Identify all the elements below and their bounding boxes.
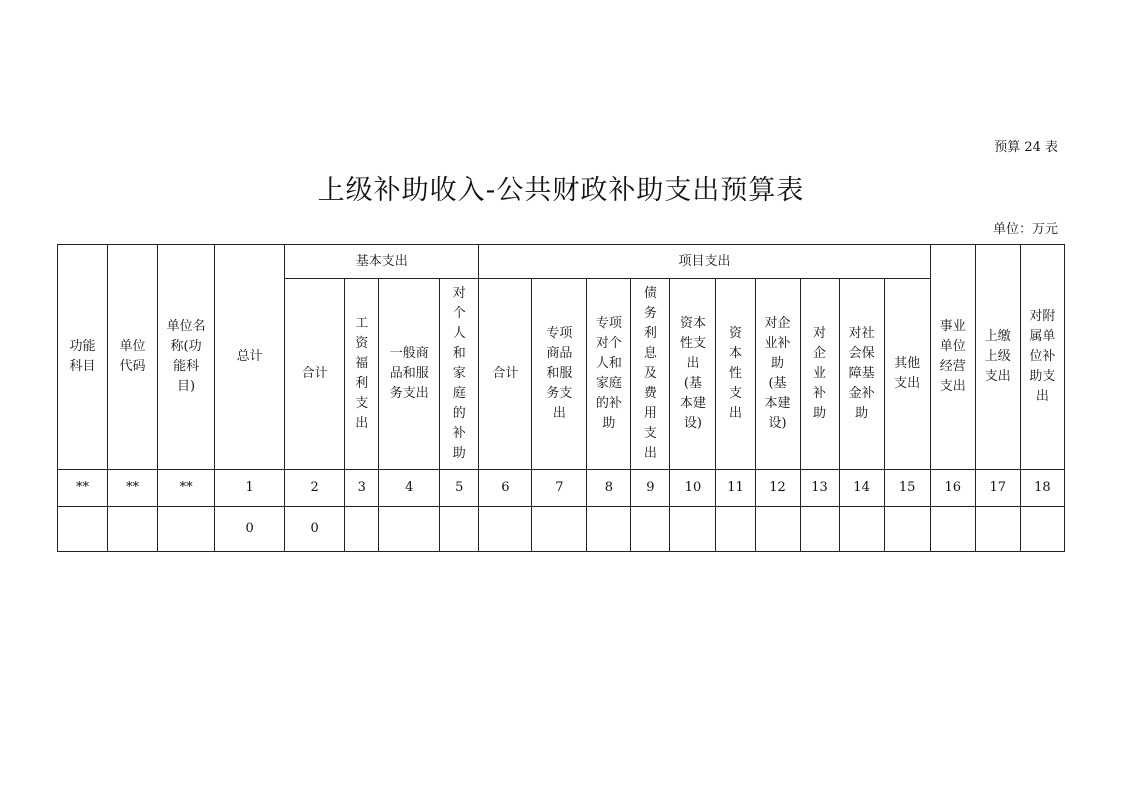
data-row <box>58 507 1065 552</box>
data-cell <box>930 507 975 552</box>
index-cell: 14 <box>839 470 884 507</box>
index-cell: 9 <box>631 470 670 507</box>
index-cell: 13 <box>800 470 839 507</box>
index-cell: 6 <box>479 470 532 507</box>
data-cell <box>379 507 440 552</box>
header-basic-wages: 工 资 福 利 支 出 <box>345 279 379 470</box>
data-cell <box>158 507 215 552</box>
header-basic-subtotal: 合计 <box>285 279 345 470</box>
page-title: 上级补助收入-公共财政补助支出预算表 <box>317 175 805 206</box>
index-cell: 5 <box>440 470 479 507</box>
data-cell <box>440 507 479 552</box>
header-project-debt-interest: 债 务 利 息 及 费 用 支 出 <box>631 279 670 470</box>
index-cell: ** <box>108 470 158 507</box>
index-row <box>58 470 1065 507</box>
header-project-household-subsidy: 专项 对个 人和 家庭 的补 助 <box>587 279 631 470</box>
data-cell <box>670 507 716 552</box>
header-project-enterprise-subsidy: 对 企 业 补 助 <box>800 279 839 470</box>
header-project-subtotal: 合计 <box>479 279 532 470</box>
data-cell: 0 <box>285 507 345 552</box>
data-cell <box>975 507 1020 552</box>
index-cell: 12 <box>755 470 800 507</box>
index-cell: 4 <box>379 470 440 507</box>
index-cell: 16 <box>930 470 975 507</box>
data-cell <box>532 507 587 552</box>
data-cell <box>587 507 631 552</box>
index-cell: 17 <box>975 470 1020 507</box>
index-cell: 3 <box>345 470 379 507</box>
header-upper-remit: 上缴 上级 支出 <box>975 245 1020 470</box>
header-project-goods-services: 专项 商品 和服 务支 出 <box>532 279 587 470</box>
header-project-social-security: 对社 会保 障基 金补 助 <box>839 279 884 470</box>
header-project-expenditure: 项目支出 <box>479 245 930 279</box>
data-cell <box>1020 507 1064 552</box>
data-cell <box>884 507 930 552</box>
index-cell: 2 <box>285 470 345 507</box>
data-cell <box>345 507 379 552</box>
index-cell: 11 <box>716 470 755 507</box>
header-project-capital: 资 本 性 支 出 <box>716 279 755 470</box>
header-project-enterprise-construction: 对企 业补 助 (基 本建 设) <box>755 279 800 470</box>
unit-label: 单位：万元 <box>992 222 1058 237</box>
index-cell: 8 <box>587 470 631 507</box>
index-cell: 7 <box>532 470 587 507</box>
header-basic-goods-services: 一般商 品和服 务支出 <box>379 279 440 470</box>
data-cell: 0 <box>215 507 285 552</box>
header-project-capital-construction: 资本 性支 出 (基 本建 设) <box>670 279 716 470</box>
index-cell: 10 <box>670 470 716 507</box>
header-basic-expenditure: 基本支出 <box>285 245 479 279</box>
header-project-other: 其他 支出 <box>884 279 930 470</box>
data-cell <box>58 507 108 552</box>
data-cell <box>800 507 839 552</box>
header-total: 总计 <box>215 245 285 470</box>
header-basic-household-subsidy: 对 个 人 和 家 庭 的 补 助 <box>440 279 479 470</box>
data-cell <box>839 507 884 552</box>
index-cell: 15 <box>884 470 930 507</box>
header-unit-name: 单位名 称(功 能科 目) <box>158 245 215 470</box>
data-cell <box>716 507 755 552</box>
data-cell <box>631 507 670 552</box>
index-cell: ** <box>58 470 108 507</box>
form-number: 预算 24 表 <box>994 140 1058 155</box>
data-cell <box>755 507 800 552</box>
header-func-subject: 功能 科目 <box>58 245 108 470</box>
header-affiliated-subsidy: 对附 属单 位补 助支 出 <box>1020 245 1064 470</box>
index-cell: ** <box>158 470 215 507</box>
index-cell: 1 <box>215 470 285 507</box>
header-business-expenditure: 事业 单位 经营 支出 <box>930 245 975 470</box>
data-cell <box>479 507 532 552</box>
index-cell: 18 <box>1020 470 1064 507</box>
data-cell <box>108 507 158 552</box>
budget-table <box>57 244 1065 552</box>
header-unit-code: 单位 代码 <box>108 245 158 470</box>
